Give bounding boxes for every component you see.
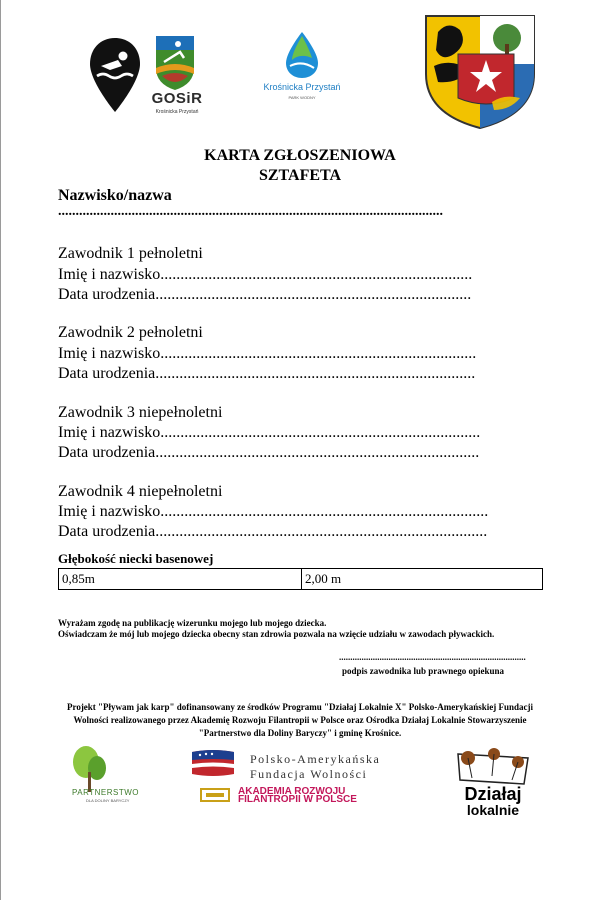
competitor-2-dob-line[interactable]: Data urodzenia................................................................................ (58, 365, 476, 382)
akademia-name-line2: FILANTROPII W POLSCE (238, 794, 357, 805)
dzialaj-logo-line1: Działaj (464, 784, 522, 804)
przystan-logo-subtitle: PARK WODNY (288, 95, 316, 100)
gosir-emblem-icon (150, 30, 200, 92)
competitor-3-header: Zawodnik 3 niepełnoletni (58, 404, 223, 421)
water-drop-logo (282, 30, 322, 80)
coat-of-arms-icon (424, 14, 536, 130)
consent-image-text: Wyrażam zgodę na publikację wizerunku mojego lub mojego dziecka. (58, 618, 327, 628)
competitor-4-name-line[interactable]: Imię i nazwisko.................................................................................. (58, 503, 489, 520)
gosir-logo-subtitle: Krośnicka Przystań (155, 109, 199, 115)
name-field-label: Nazwisko/nazwa (58, 187, 172, 204)
name-field-dots[interactable]: .............................................................................................................. (58, 204, 443, 219)
competitor-3-name-line[interactable]: Imię i nazwisko................................................................................ (58, 424, 481, 441)
competitor-4-dob-line[interactable]: Data urodzenia................................................................................... (58, 523, 488, 540)
depth-option-shallow[interactable]: 0,85m (59, 569, 302, 590)
partnerstwo-logo-subtitle: DLA DOLINY BARYCZY (86, 798, 130, 803)
akademia-name-line1: AKADEMIA ROZWOJU (238, 786, 346, 797)
competitor-3-dob-line[interactable]: Data urodzenia................................................................................. (58, 444, 480, 461)
swimmer-pin-logo (88, 36, 142, 114)
signature-label: podpis zawodnika lub prawnego opiekuna (342, 666, 505, 676)
competitor-1-header: Zawodnik 1 pełnoletni (58, 245, 203, 262)
competitor-2-name-line[interactable]: Imię i nazwisko............................................................................... (58, 345, 477, 362)
competitor-2-header: Zawodnik 2 pełnoletni (58, 324, 203, 341)
consent-health-text: Oświadczam że mój lub mojego dziecka obecny stan zdrowia pozwala na wzięcie udziału w zawodach pływackich. (58, 629, 495, 639)
competitor-4-header: Zawodnik 4 niepełnoletni (58, 483, 223, 500)
partnerstwo-tree-icon (70, 744, 110, 794)
depth-option-deep[interactable]: 2,00 m (302, 569, 543, 590)
przystan-logo-name: Krośnicka Przystań (263, 82, 341, 92)
dzialaj-logo-line2: lokalnie (466, 802, 520, 818)
pafw-name-line1: Polsko-Amerykańska (250, 752, 381, 766)
signature-dots[interactable]: ................................................................................... (339, 652, 526, 662)
pool-depth-label: Głębokość niecki basenowej (58, 551, 214, 566)
partnerstwo-logo-name: PARTNERSTWO (72, 788, 139, 797)
project-funding-note: Projekt "Pływam jak karp" dofinansowany ze środków Programu "Działaj Lokalnie X" Polsko-Amerykańskiej Fundacji Wolności realizowanego przez Akademię Rozwoju Filantropii w Polsce oraz Ośrodka Działaj Lokalnie Stowarzyszenie "Partnerstwo dla Doliny Baryczy" i gminę Krośnice. (66, 702, 533, 738)
pool-depth-table (58, 568, 543, 590)
competitor-1-name-line[interactable]: Imię i nazwisko.............................................................................. (58, 266, 473, 283)
pafw-name-line2: Fundacja Wolności (250, 767, 368, 781)
akademia-logo-icon (200, 788, 230, 802)
form-subtitle: SZTAFETA (258, 167, 342, 184)
gosir-logo-name: GOSiR (151, 90, 203, 107)
page-left-border (0, 0, 1, 900)
form-title: KARTA ZGŁOSZENIOWA (204, 147, 396, 164)
competitor-1-dob-line[interactable]: Data urodzenia............................................................................... (58, 286, 472, 303)
pafw-flag-icon (190, 748, 236, 778)
